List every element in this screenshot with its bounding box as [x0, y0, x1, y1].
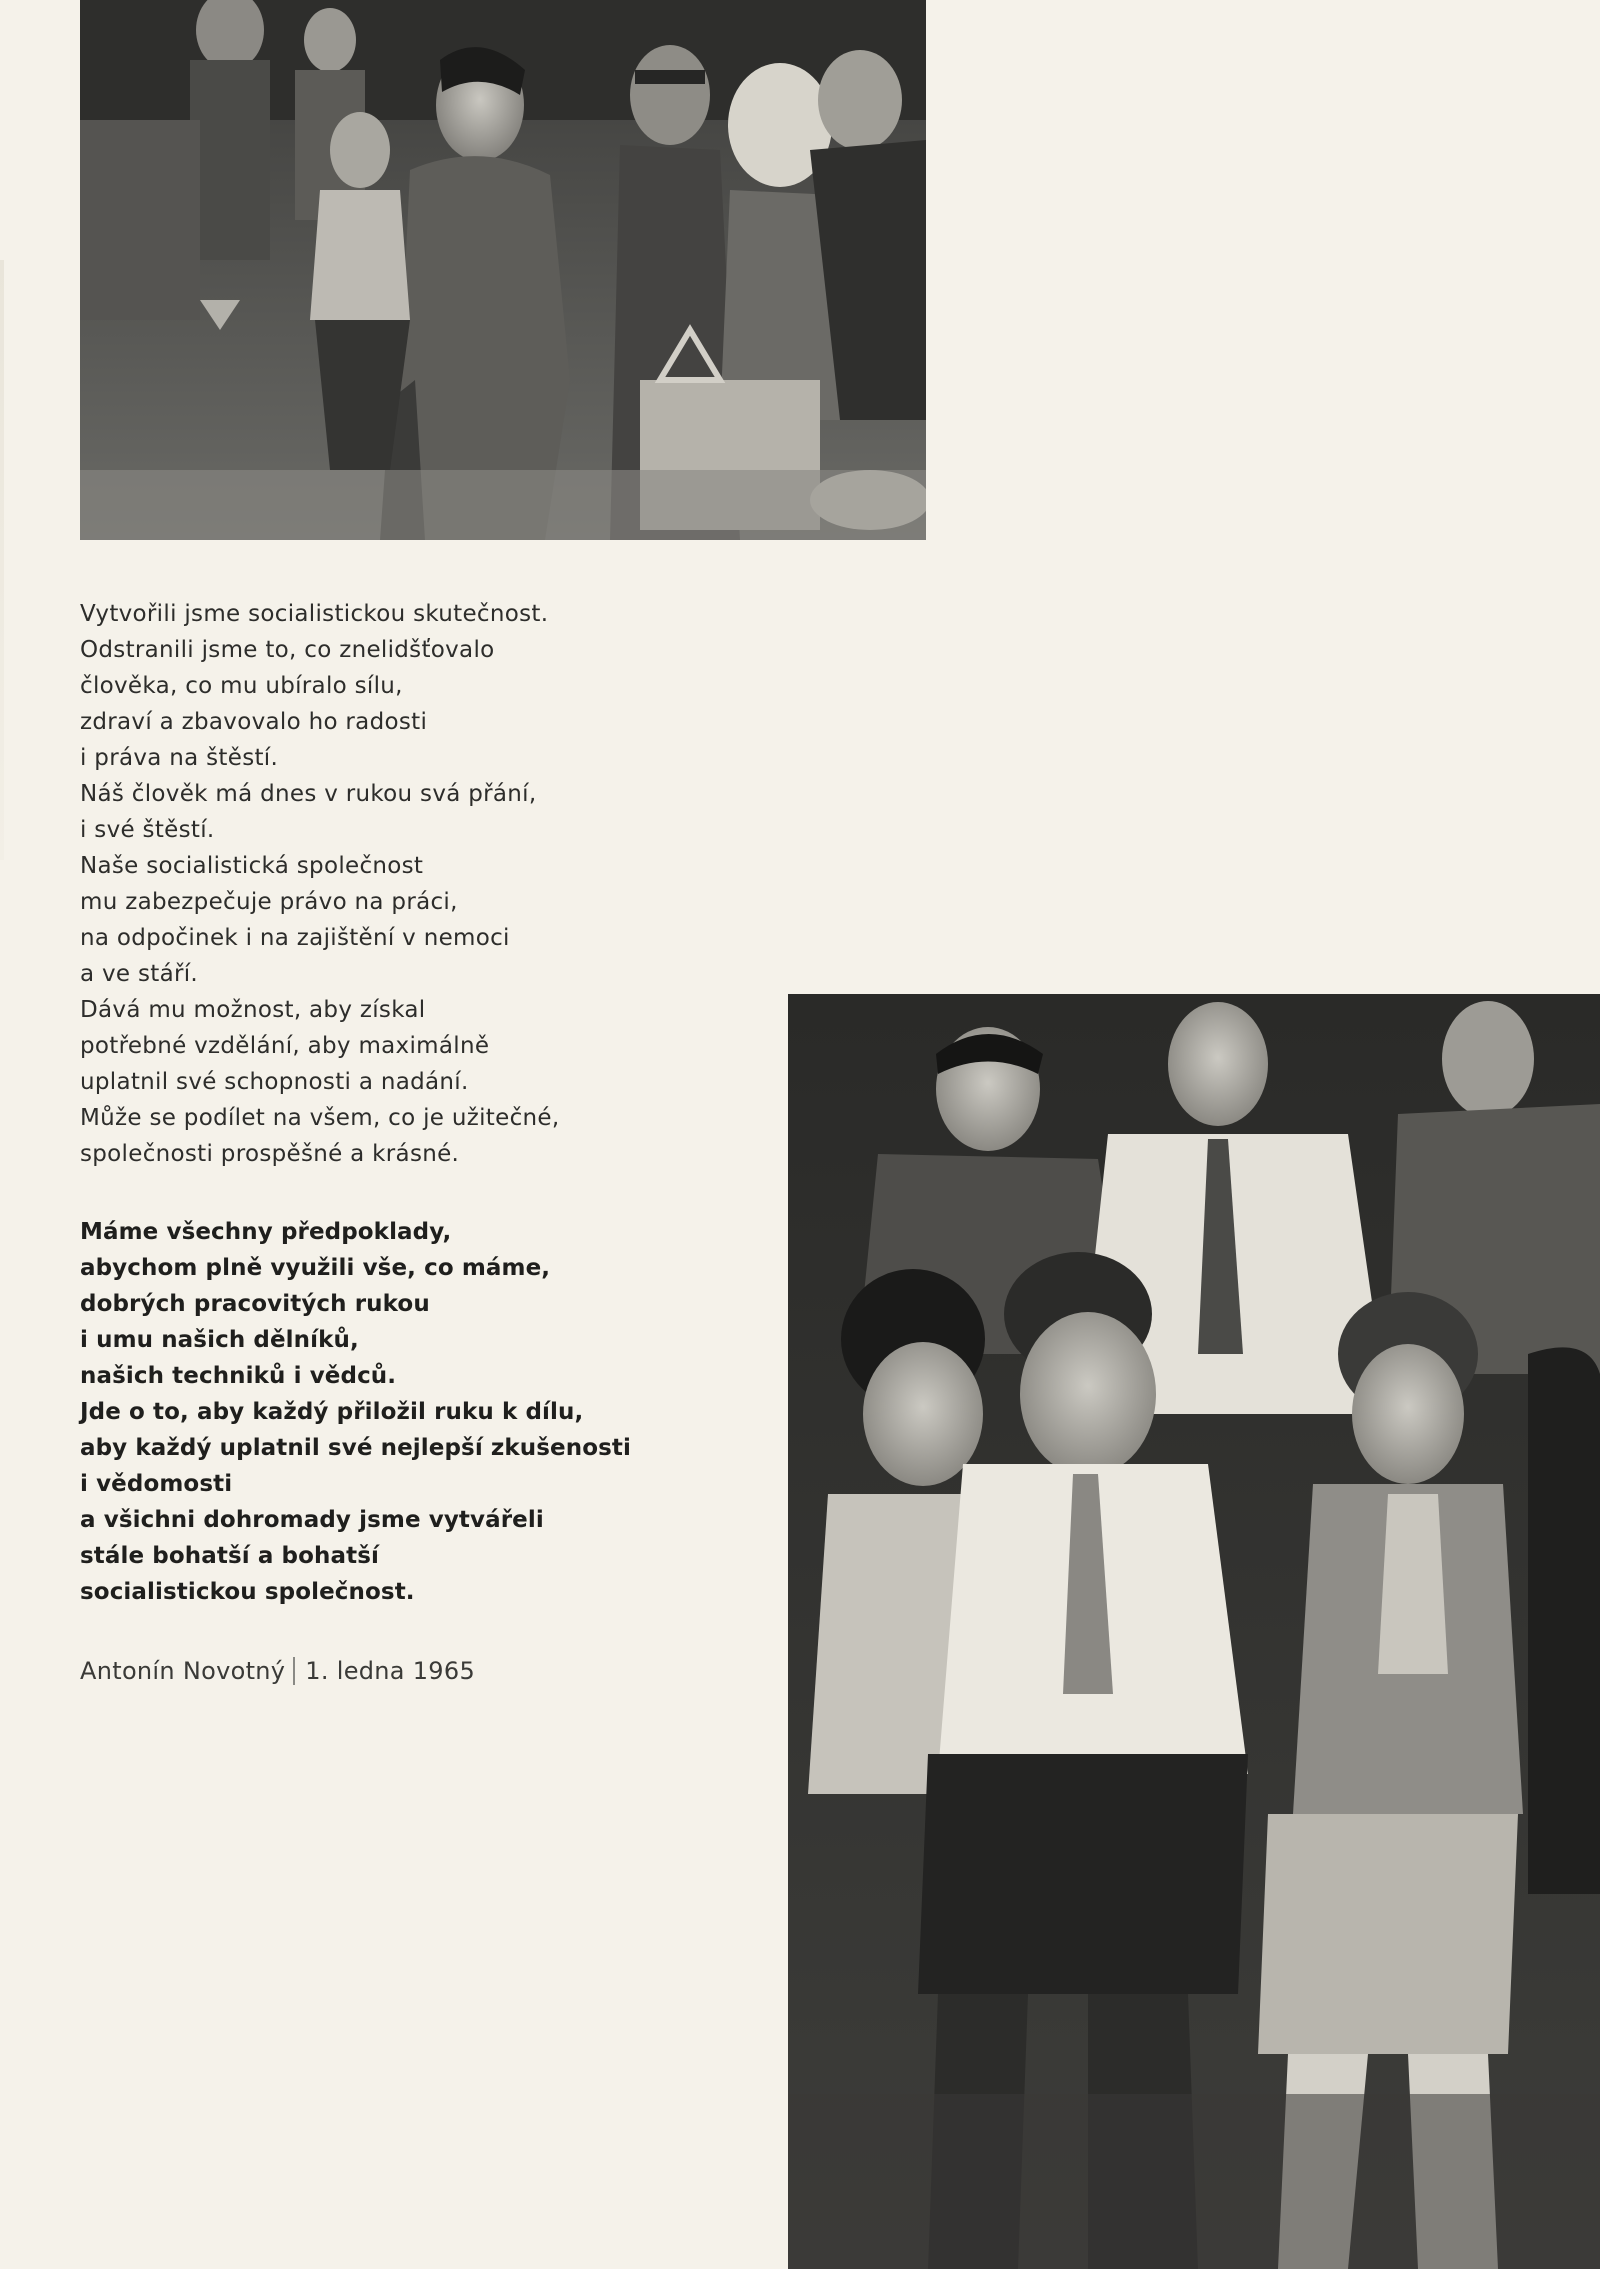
- quote-line-bold: socialistickou společnost.: [80, 1579, 415, 1605]
- quote-line-bold: aby každý uplatnil své nejlepší zkušenosti: [80, 1435, 631, 1461]
- quote-line-bold: našich techniků i vědců.: [80, 1363, 397, 1389]
- quote-line-bold: Jde o to, aby každý přiložil ruku k dílu,: [80, 1399, 584, 1425]
- quote-line: i své štěstí.: [80, 817, 215, 843]
- quote-line: Naše socialistická společnost: [80, 853, 424, 879]
- page-edge-shadow: [0, 260, 4, 860]
- quote-line-bold: a všichni dohromady jsme vytvářeli: [80, 1507, 544, 1533]
- street-crowd-photo: [80, 0, 926, 540]
- signature-author: Antonín Novotný: [80, 1657, 286, 1685]
- quote-line: Vytvořili jsme socialistickou skutečnost.: [80, 601, 549, 627]
- signature: [80, 1653, 640, 1689]
- quote-line-bold: stále bohatší a bohatší: [80, 1543, 379, 1569]
- quote-line: zdraví a zbavovalo ho radosti: [80, 709, 428, 735]
- quote-line: mu zabezpečuje právo na práci,: [80, 889, 458, 915]
- quote-line: i práva na štěstí.: [80, 745, 279, 771]
- quote-paragraph-1: [80, 596, 640, 1172]
- quote-line: Může se podílet na všem, co je užitečné,: [80, 1105, 560, 1131]
- quote-line: Dává mu možnost, aby získal: [80, 997, 426, 1023]
- quote-line-bold: Máme všechny předpoklady,: [80, 1219, 452, 1245]
- quote-paragraph-2: [80, 1214, 640, 1610]
- quote-line-bold: dobrých pracovitých rukou: [80, 1291, 430, 1317]
- signature-date: 1. ledna 1965: [305, 1657, 476, 1685]
- quote-line-bold: i vědomosti: [80, 1471, 233, 1497]
- quote-line: uplatnil své schopnosti a nadání.: [80, 1069, 469, 1095]
- quote-line-bold: abychom plně využili vše, co máme,: [80, 1255, 551, 1281]
- quote-line-bold: i umu našich dělníků,: [80, 1327, 359, 1353]
- quote-line: potřebné vzdělání, aby maximálně: [80, 1033, 490, 1059]
- quote-line: Odstranili jsme to, co znelidšťovalo: [80, 637, 495, 663]
- quote-line: člověka, co mu ubíralo sílu,: [80, 673, 403, 699]
- quote-line: a ve stáří.: [80, 961, 199, 987]
- quote-line: Náš člověk má dnes v rukou svá přání,: [80, 781, 537, 807]
- quote-line: společnosti prospěšné a krásné.: [80, 1141, 460, 1167]
- seated-audience-photo: [788, 994, 1600, 2269]
- quote-line: na odpočinek i na zajištění v nemoci: [80, 925, 510, 951]
- signature-divider: [293, 1657, 295, 1685]
